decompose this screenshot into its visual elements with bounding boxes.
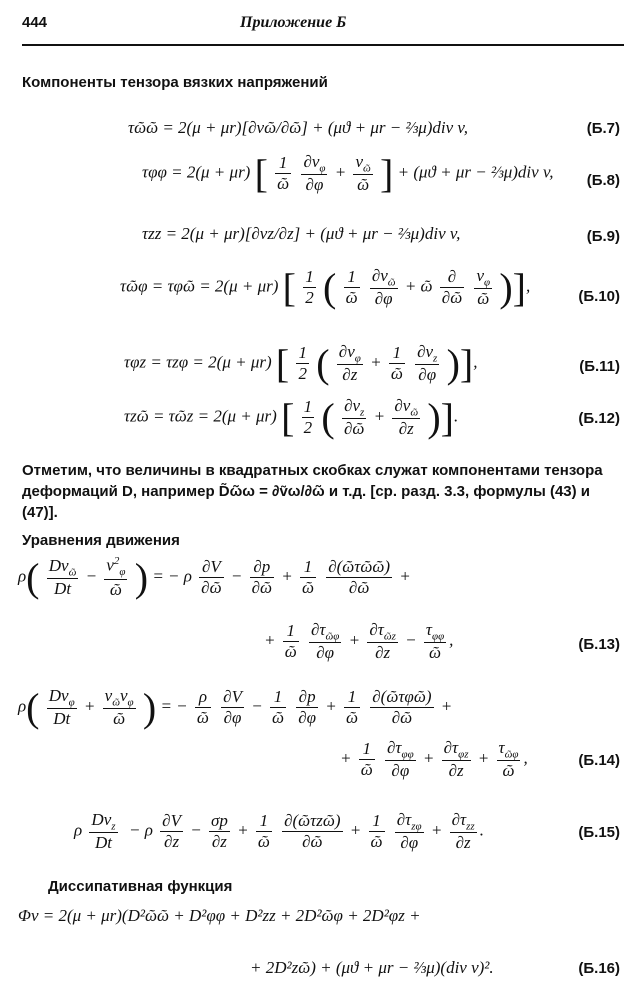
equation-label-b12: (Б.12) bbox=[578, 410, 620, 427]
header-rule bbox=[22, 44, 624, 46]
equation-b8-rest: + (μϑ + μr − ⅔μ)div v, bbox=[397, 162, 554, 182]
equation-b11: τφz = τzφ = 2(μ + μr) [ $\frac{1}{2}$ ( $\frac{\partial v_\varphi}{\partial z}$ + $\frac{1}{\text{ῶ}}$ $\frac{\partial v_z}{\partial\varphi}$ )], bbox=[124, 341, 478, 386]
equation-b13-line1: ρ( $\frac{Dv_ῶ}{Dt}$ − $\frac{v^2_\varphi}{\text{ῶ}}$ ) = − ρ $\frac{\partial V}{\text{∂ῶ}}$ − $\frac{\partial p}{\text{∂ῶ}}$ + $\frac{1}{\text{ῶ}}$ $\frac{\text{∂(ῶτῶῶ)}}{\text{∂ῶ}}$ + bbox=[18, 555, 411, 600]
section-dissipation: Диссипативная функция bbox=[48, 878, 233, 895]
equation-b16-line2: + 2D²zῶ) + (μϑ + μr − ⅔μ)(div v)². bbox=[250, 958, 494, 977]
equation-b12: τzῶ = τῶz = 2(μ + μr) [ $\frac{1}{2}$ ( $\frac{\partial v_z}{\text{∂ῶ}}$ + $\frac{\partial v_ῶ}{\partial z}$ )]. bbox=[124, 395, 459, 440]
equation-b9: τzz = 2(μ + μr)[∂vz/∂z] + (μϑ + μr − ⅔μ)div v, bbox=[142, 224, 461, 243]
equation-label-b10: (Б.10) bbox=[578, 288, 620, 305]
equation-label-b16: (Б.16) bbox=[578, 960, 620, 977]
equation-b8-lhs: τφφ = 2(μ + μr) bbox=[142, 162, 251, 182]
running-title: Приложение Б bbox=[240, 14, 347, 31]
equation-label-b8: (Б.8) bbox=[586, 172, 620, 189]
equation-label-b15: (Б.15) bbox=[578, 824, 620, 841]
equation-b16-line1: Φv = 2(μ + μr)(D²ῶῶ + D²φφ + D²zz + 2D²ῶφ + 2D²φz + bbox=[18, 906, 421, 925]
equation-b12-lhs: τzῶ = τῶz = 2(μ + μr) bbox=[124, 406, 277, 426]
equation-b11-lhs: τφz = τzφ = 2(μ + μr) bbox=[124, 352, 272, 372]
equation-b13-line2: + $\frac{1}{\text{ῶ}}$ $\frac{\partial\tau_{ῶ\varphi}}{\partial\varphi}$ + $\frac{\partial\tau_{ῶz}}{\partial z}$ − $\frac{\tau_{\varphi\varphi}}{\text{ῶ}}$ , bbox=[264, 620, 454, 663]
equation-b14-line1: ρ( $\frac{Dv_\varphi}{Dt}$ + $\frac{v_ῶv_\varphi}{\text{ῶ}}$ ) = − $\frac{\rho}{\text{ῶ}}$ $\frac{\partial V}{\partial\varphi}$ − $\frac{1}{\text{ῶ}}$ $\frac{\partial p}{\partial\varphi}$ + $\frac{1}{\text{ῶ}}$ $\frac{\text{∂(ῶτφῶ)}}{\text{∂ῶ}}$ + bbox=[18, 685, 453, 730]
explanatory-paragraph: Отметим, что величины в квадратных скобках служат компонентами тензора деформаций D, например D͂ῶω = ∂v͂ω/∂ῶ и т.д. [ср. разд. 3.3, формулы (43) и (47)]. bbox=[22, 462, 603, 521]
equation-b14-line2: + $\frac{1}{\text{ῶ}}$ $\frac{\partial\tau_{\varphi\varphi}}{\partial\varphi}$ + $\frac{\partial\tau_{\varphi z}}{\partial z}$ + $\frac{\tau_{ῶ\varphi}}{\text{ῶ}}$ , bbox=[340, 738, 528, 781]
equation-b8: τφφ = 2(μ + μr) [ $\frac{1}{\text{ῶ}}$ $\frac{\partial v_\varphi}{\partial\varphi}$ + $\frac{v_ῶ}{\text{ῶ}}$ ] + (μϑ + μr − ⅔μ)div v, bbox=[142, 151, 554, 196]
page-number: 444 bbox=[22, 14, 48, 31]
equation-label-b11: (Б.11) bbox=[579, 358, 620, 375]
equation-label-b9: (Б.9) bbox=[586, 228, 620, 245]
equation-b15: ρ $\frac{Dv_z}{Dt}$ − ρ $\frac{\partial V}{\partial z}$ − $\frac{\sigma p}{\partial z}$ + $\frac{1}{\text{ῶ}}$ $\frac{\text{∂(ῶτzῶ)}}{\text{∂ῶ}}$ + $\frac{1}{\text{ῶ}}$ $\frac{\partial\tau_{z\varphi}}{\partial\varphi}$ + $\frac{\partial\tau_{zz}}{\partial z}$ . bbox=[74, 810, 484, 853]
section-viscous-stress: Компоненты тензора вязких напряжений bbox=[22, 74, 328, 91]
equation-label-b14: (Б.14) bbox=[578, 752, 620, 769]
equation-label-b13: (Б.13) bbox=[578, 636, 620, 653]
equation-b10: τῶφ = τφῶ = 2(μ + μr) [ $\frac{1}{2}$ ( $\frac{1}{\text{ῶ}}$ $\frac{\partial v_ῶ}{\partial\varphi}$ + ῶ $\frac{\partial}{\text{∂ῶ}}$ $\frac{v_\varphi}{\text{ῶ}}$ )], bbox=[120, 265, 531, 310]
equation-b7: τῶῶ = 2(μ + μr)[∂vῶ/∂ῶ] + (μϑ + μr − ⅔μ)div v, bbox=[128, 118, 468, 137]
equation-b10-lhs: τῶφ = τφῶ = 2(μ + μr) bbox=[120, 276, 279, 296]
equation-label-b7: (Б.7) bbox=[586, 120, 620, 137]
section-motion: Уравнения движения bbox=[22, 532, 180, 549]
